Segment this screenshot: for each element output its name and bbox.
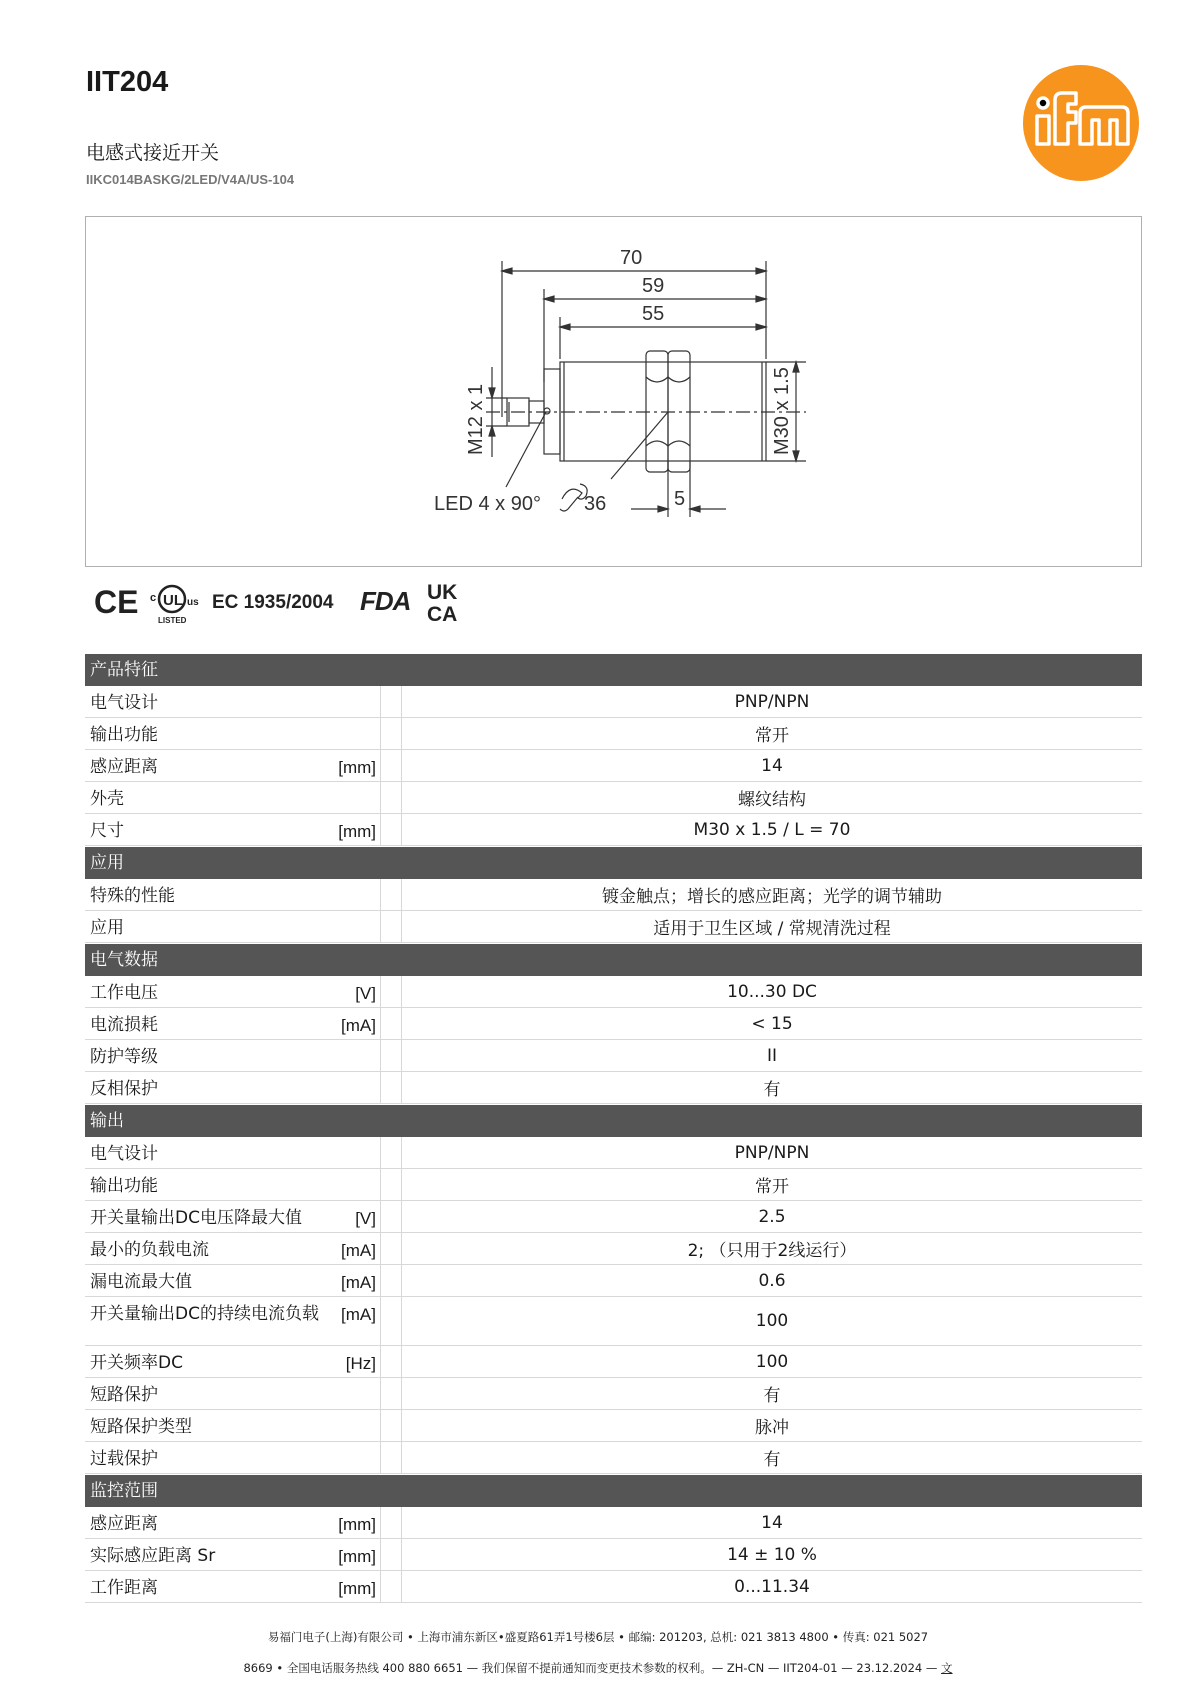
spec-label-cell — [85, 814, 381, 845]
dim-length-59: 59 — [642, 275, 665, 297]
spec-value: 螺纹结构 — [401, 782, 1142, 813]
dim-thread-m12: M12 x 1 — [465, 383, 487, 455]
spec-value: PNP/NPN — [401, 1137, 1142, 1168]
spec-row — [85, 1378, 1142, 1410]
spec-label-cell — [85, 1571, 381, 1602]
spec-unit: [mm] — [338, 1547, 376, 1566]
spec-unit: [mA] — [341, 1016, 376, 1035]
section-header: 产品特征 — [85, 654, 1142, 686]
spec-label: 输出功能 — [90, 1176, 158, 1196]
spec-label-cell — [85, 686, 381, 717]
spec-value: PNP/NPN — [401, 686, 1142, 717]
dim-led-label: LED 4 x 90° — [434, 493, 541, 515]
spec-label: 感应距离 — [90, 1514, 158, 1534]
spec-value: 有 — [401, 1378, 1142, 1409]
spec-label-cell — [85, 1539, 381, 1570]
spec-row — [85, 1169, 1142, 1201]
spec-label: 特殊的性能 — [90, 886, 175, 906]
spec-value: 14 — [401, 1507, 1142, 1538]
product-title: IIT204 — [86, 66, 169, 98]
spec-table — [85, 653, 1142, 1603]
spec-row — [85, 1297, 1142, 1346]
dim-length-55: 55 — [642, 303, 665, 325]
spec-label-cell — [85, 976, 381, 1007]
spec-row — [85, 1040, 1142, 1072]
spec-label: 漏电流最大值 — [90, 1272, 192, 1292]
ul-mark-icon: UL — [163, 592, 183, 609]
spec-label-cell — [85, 1040, 381, 1071]
spec-row — [85, 1137, 1142, 1169]
spec-label: 输出功能 — [90, 725, 158, 745]
footer-address: 易福门电子(上海)有限公司 • 上海市浦东新区•盛夏路61弄1号楼6层 • 邮编: 201203, 总机: 021 3813 4800 • 传真: 021 5027 — [267, 1630, 929, 1644]
spec-value: 镀金触点；增长的感应距离；光学的调节辅助 — [401, 879, 1142, 910]
spec-label: 短路保护 — [90, 1385, 158, 1405]
spec-row — [85, 879, 1142, 911]
spec-value: 14 ± 10 % — [401, 1539, 1142, 1570]
spec-label-cell — [85, 1008, 381, 1039]
ul-us-label: us — [187, 597, 199, 608]
spec-value: 0.6 — [401, 1265, 1142, 1296]
spec-row — [85, 976, 1142, 1008]
spec-row — [85, 911, 1142, 943]
spec-label-cell — [85, 1201, 381, 1232]
spec-label: 开关频率DC — [90, 1353, 183, 1373]
spec-label-cell — [85, 879, 381, 910]
spec-label-cell — [85, 1507, 381, 1538]
spec-label: 过载保护 — [90, 1449, 158, 1469]
spec-label: 开关量输出DC电压降最大值 — [90, 1208, 302, 1228]
spec-row — [85, 1346, 1142, 1378]
product-code: IIKC014BASKG/2LED/V4A/US-104 — [86, 172, 295, 187]
spec-unit: [mA] — [341, 1241, 376, 1260]
spec-value: 2.5 — [401, 1201, 1142, 1232]
footer-legal — [0, 1660, 1196, 1676]
spec-label-cell — [85, 1169, 381, 1200]
spec-value: 有 — [401, 1442, 1142, 1473]
spec-row — [85, 1507, 1142, 1539]
ukca-mark-top: UK — [427, 581, 458, 604]
spec-label: 实际感应距离 Sr — [90, 1546, 216, 1566]
spec-row — [85, 1072, 1142, 1104]
spec-value: 2; （只用于2线运行） — [401, 1233, 1142, 1264]
spec-value: II — [401, 1040, 1142, 1071]
spec-label-cell — [85, 750, 381, 781]
spec-label-cell — [85, 1378, 381, 1409]
spec-label-cell — [85, 1297, 381, 1345]
spec-label: 工作电压 — [90, 983, 158, 1003]
spec-row — [85, 782, 1142, 814]
spec-label-cell — [85, 1233, 381, 1264]
spec-label: 开关量输出DC的持续电流负载 — [90, 1304, 319, 1324]
spec-value: 10...30 DC — [401, 976, 1142, 1007]
spec-row — [85, 1201, 1142, 1233]
spec-label-cell — [85, 1137, 381, 1168]
spec-label-cell — [85, 911, 381, 942]
dim-length-70: 70 — [620, 247, 643, 269]
spec-label: 电气设计 — [90, 1144, 158, 1164]
spec-value: 适用于卫生区域 / 常规清洗过程 — [401, 911, 1142, 942]
spec-unit: [mm] — [338, 822, 376, 841]
ukca-mark-bottom: CA — [427, 603, 458, 625]
spec-value: 14 — [401, 750, 1142, 781]
spec-value: 100 — [401, 1297, 1142, 1345]
dim-nut-5: 5 — [674, 488, 686, 510]
spec-label: 感应距离 — [90, 757, 158, 777]
spec-row — [85, 1265, 1142, 1297]
spec-unit: [V] — [355, 984, 376, 1003]
dim-thread-m30: M30 x 1.5 — [771, 367, 793, 455]
spec-unit: [mm] — [338, 758, 376, 777]
ul-c-label: c — [150, 592, 157, 604]
spec-label: 外壳 — [90, 789, 124, 809]
spec-label-cell — [85, 718, 381, 749]
spec-label-cell — [85, 1265, 381, 1296]
spec-label: 最小的负载电流 — [90, 1240, 209, 1260]
ec-1935-mark: EC 1935/2004 — [212, 592, 334, 613]
spec-row — [85, 1442, 1142, 1474]
fda-mark-icon: FDA — [360, 586, 411, 616]
spec-unit: [mA] — [341, 1305, 376, 1324]
spec-value: < 15 — [401, 1008, 1142, 1039]
spec-value: 常开 — [401, 1169, 1142, 1200]
spec-label: 工作距离 — [90, 1578, 158, 1598]
spec-label: 反相保护 — [90, 1079, 158, 1099]
product-type: 电感式接近开关 — [86, 142, 220, 164]
ul-listed-label: LISTED — [158, 616, 187, 625]
spec-label-cell — [85, 1072, 381, 1103]
section-header: 输出 — [85, 1105, 1142, 1137]
dim-wrench-36: 36 — [584, 493, 607, 515]
section-header: 监控范围 — [85, 1475, 1142, 1507]
dimension-drawing — [85, 216, 1142, 567]
spec-unit: [mA] — [341, 1273, 376, 1292]
spec-value: 0...11.34 — [401, 1571, 1142, 1602]
language-icon[interactable]: 文 — [941, 1661, 953, 1675]
spec-label-cell — [85, 1346, 381, 1377]
spec-value: M30 x 1.5 / L = 70 — [401, 814, 1142, 845]
spec-unit: [Hz] — [345, 1354, 376, 1373]
spec-label: 应用 — [90, 918, 124, 938]
spec-row — [85, 686, 1142, 718]
spec-unit: [mm] — [338, 1579, 376, 1598]
spec-row — [85, 1571, 1142, 1603]
spec-row — [85, 1539, 1142, 1571]
spec-unit: [mm] — [338, 1515, 376, 1534]
ce-mark-icon: CE — [94, 584, 139, 620]
spec-label-cell — [85, 1410, 381, 1441]
spec-label: 短路保护类型 — [90, 1417, 192, 1437]
spec-value: 100 — [401, 1346, 1142, 1377]
spec-row — [85, 750, 1142, 782]
footer-legal-text: 8669 • 全国电话服务热线 400 880 6651 — 我们保留不提前通知而变更技术参数的权利。— ZH-CN — IIT204-01 — 23.12.2024 — — [243, 1661, 942, 1675]
spec-label: 电流损耗 — [90, 1015, 158, 1035]
spec-row — [85, 718, 1142, 750]
spec-row — [85, 1410, 1142, 1442]
spec-row — [85, 1008, 1142, 1040]
spec-row — [85, 814, 1142, 846]
spec-label-cell — [85, 782, 381, 813]
spec-row — [85, 1233, 1142, 1265]
spec-label-cell — [85, 1442, 381, 1473]
section-header: 电气数据 — [85, 944, 1142, 976]
spec-value: 常开 — [401, 718, 1142, 749]
spec-label: 尺寸 — [90, 821, 124, 841]
section-header: 应用 — [85, 847, 1142, 879]
spec-value: 有 — [401, 1072, 1142, 1103]
spec-label: 电气设计 — [90, 693, 158, 713]
spec-value: 脉冲 — [401, 1410, 1142, 1441]
spec-unit: [V] — [355, 1209, 376, 1228]
ifm-logo — [1022, 64, 1140, 182]
certification-marks — [92, 575, 492, 625]
spec-label: 防护等级 — [90, 1047, 158, 1067]
